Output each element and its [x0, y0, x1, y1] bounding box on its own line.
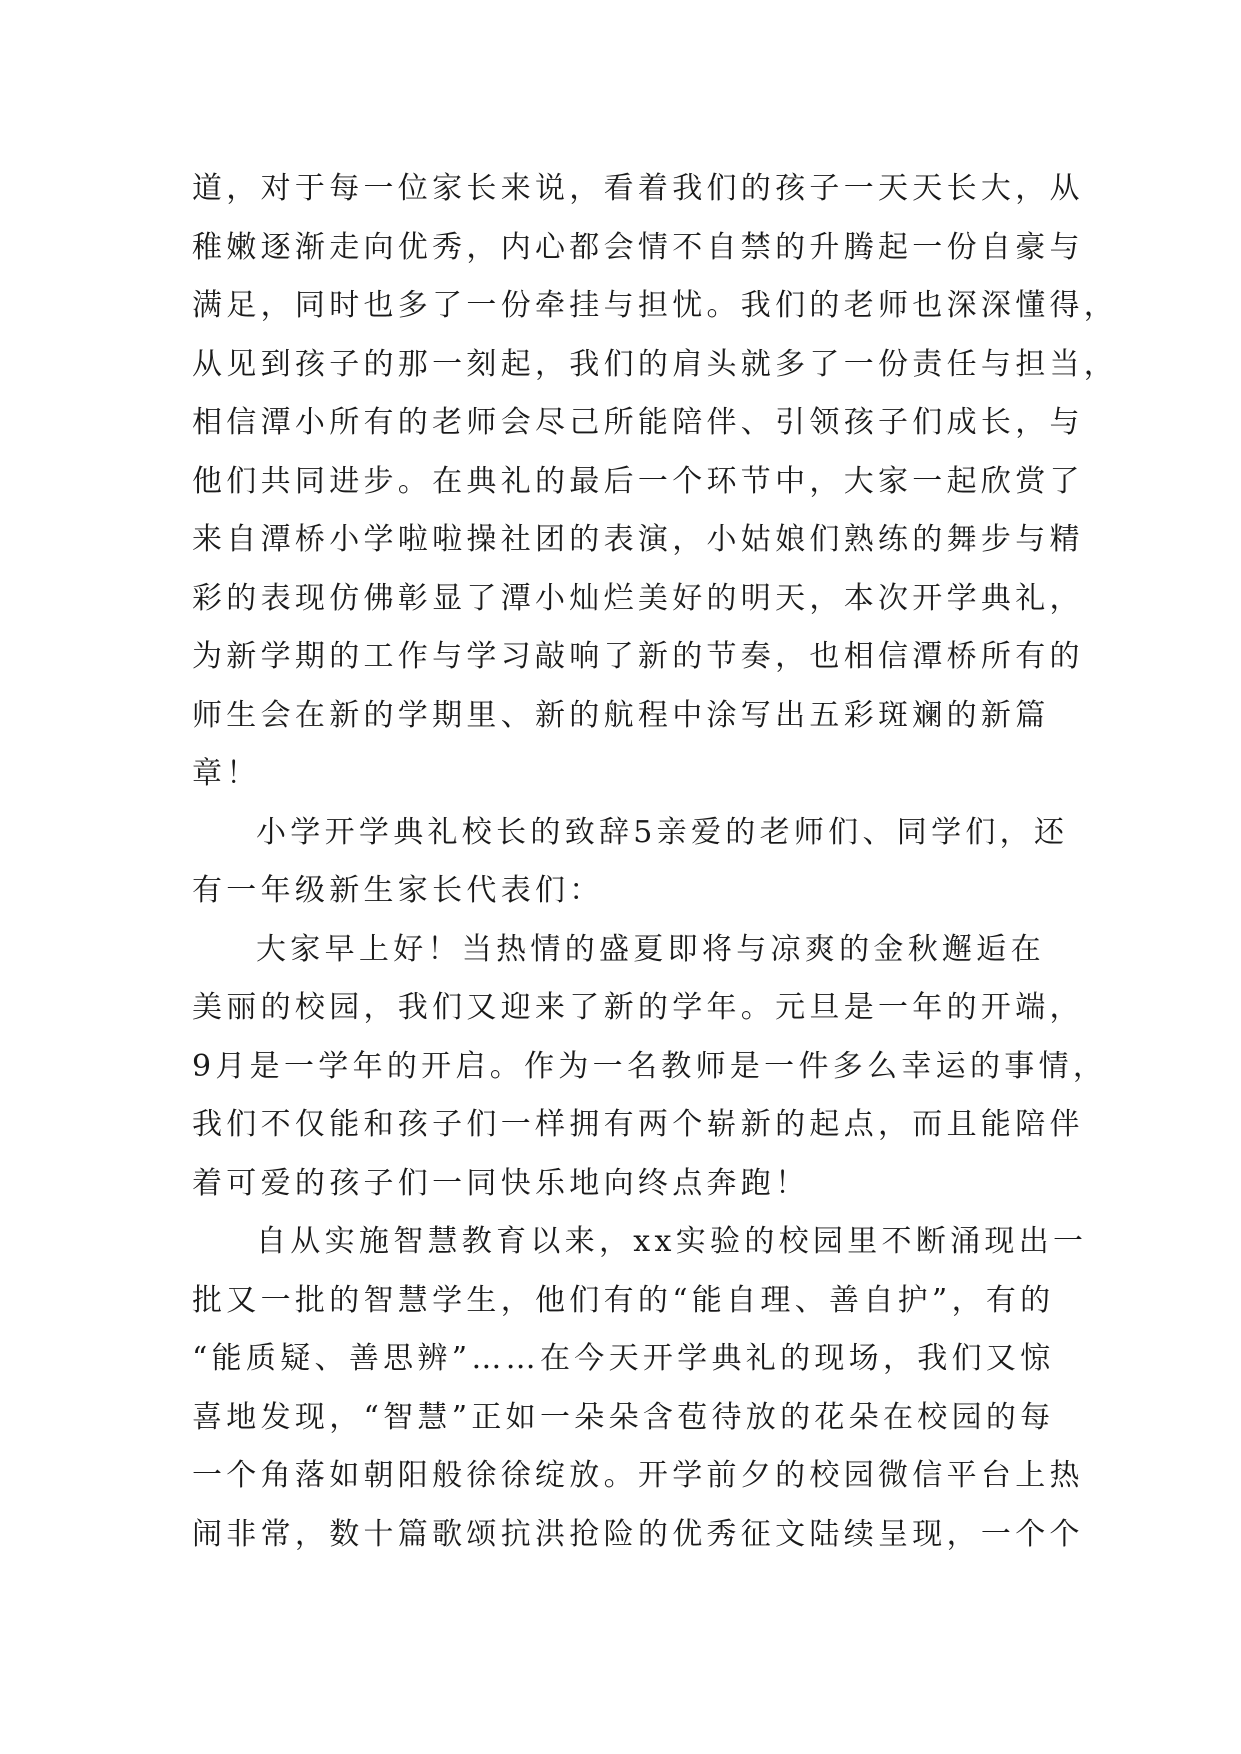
- text-line: 喜地发现，“智慧”正如一朵朵含苞待放的花朵在校园的每: [192, 1399, 1055, 1435]
- paragraph-start-line: 自从实施智慧教育以来，xx实验的校园里不断涌现出一: [256, 1224, 1088, 1259]
- text-line: 稚嫩逐渐走向优秀，内心都会情不自禁的升腾起一份自豪与: [192, 229, 1084, 265]
- text-line: 为新学期的工作与学习敲响了新的节奏，也相信潭桥所有的: [192, 639, 1084, 674]
- text-line: 一个角落如朝阳般徐徐绽放。开学前夕的校园微信平台上热: [192, 1458, 1084, 1493]
- text-line: 闹非常，数十篇歌颂抗洪抢险的优秀征文陆续呈现，一个个: [192, 1516, 1084, 1552]
- text-line: 批又一批的智慧学生，他们有的“能自理、善自护”，有的: [192, 1282, 1055, 1318]
- body-text: [192, 160, 1119, 1564]
- text-line: 他们共同进步。在典礼的最后一个环节中，大家一起欣赏了: [192, 463, 1084, 499]
- paragraph-start-line: 小学开学典礼校长的致辞5亲爱的老师们、同学们，还: [256, 814, 1069, 850]
- text-line: 章！: [192, 756, 261, 791]
- text-line: “能质疑、善思辨”……在今天开学典礼的现场，我们又惊: [192, 1341, 1055, 1376]
- text-line: 彩的表现仿佛彰显了潭小灿烂美好的明天，本次开学典礼，: [192, 580, 1084, 616]
- text-line: 美丽的校园，我们又迎来了新的学年。元旦是一年的开端，: [192, 990, 1084, 1025]
- text-line: 着可爱的孩子们一同快乐地向终点奔跑！: [192, 1165, 810, 1201]
- text-line: 道，对于每一位家长来说，看着我们的孩子一天天长大，从: [192, 171, 1084, 206]
- text-line: 9月是一学年的开启。作为一名教师是一件多么幸运的事情，: [192, 1048, 1108, 1084]
- text-line: 相信潭小所有的老师会尽己所能陪伴、引领孩子们成长，与: [192, 405, 1084, 440]
- text-line: 有一年级新生家长代表们：: [192, 873, 604, 908]
- text-line: 师生会在新的学期里、新的航程中涂写出五彩斑斓的新篇: [192, 697, 1050, 733]
- text-line: 满足，同时也多了一份牵挂与担忧。我们的老师也深深懂得，: [192, 288, 1119, 323]
- text-line: 从见到孩子的那一刻起，我们的肩头就多了一份责任与担当，: [192, 346, 1119, 382]
- text-line: 我们不仅能和孩子们一样拥有两个崭新的起点，而且能陪伴: [192, 1107, 1084, 1142]
- text-line: 来自潭桥小学啦啦操社团的表演，小姑娘们熟练的舞步与精: [192, 522, 1084, 557]
- paragraph-start-line: 大家早上好！当热情的盛夏即将与凉爽的金秋邂逅在: [256, 931, 1045, 967]
